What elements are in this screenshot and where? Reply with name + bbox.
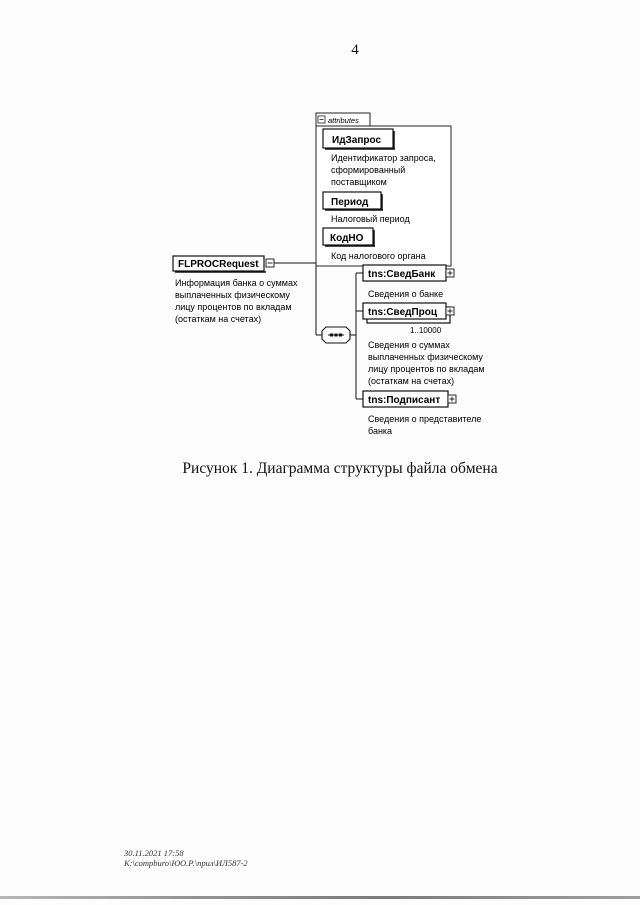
root-desc-3: лицу процентов по вкладам (175, 302, 292, 312)
element-name-svedbank: tns:СведБанк (368, 269, 436, 280)
element-podpisant[interactable] (363, 391, 481, 436)
footer-path: К:\compburo\ЮО.Р.\прил\ИЛ587-2 (124, 858, 248, 868)
element-svedproc[interactable] (363, 303, 485, 386)
attr-name-idzapros: ИдЗапрос (332, 135, 382, 146)
element-name-svedproc: tns:СведПроц (368, 307, 438, 318)
element-desc-svedproc-3: лицу процентов по вкладам (368, 364, 485, 374)
element-desc-svedproc-4: (остаткам на счетах) (368, 376, 455, 386)
root-desc-4: (остаткам на счетах) (175, 314, 262, 324)
attributes-header: attributes (328, 116, 359, 125)
page-number: 4 (351, 42, 359, 58)
attr-desc-period: Налоговый период (331, 214, 410, 224)
root-desc-1: Информация банка о суммах (175, 278, 298, 288)
element-name-podpisant: tns:Подписант (368, 395, 441, 406)
element-desc-podpisant-2: банка (368, 426, 393, 436)
root-name: FLPROCRequest (178, 259, 259, 270)
attr-desc-idzapros-1: Идентификатор запроса, (331, 153, 436, 163)
element-desc-svedproc-1: Сведения о суммах (368, 340, 450, 350)
footer-stamp (124, 848, 248, 868)
root-element[interactable] (173, 256, 298, 324)
figure-caption: Рисунок 1. Диаграмма структуры файла обмена (182, 460, 498, 477)
attributes-panel (316, 113, 451, 266)
element-desc-podpisant-1: Сведения о представителе (368, 414, 482, 424)
footer-timestamp: 30.11.2021 17:58 (124, 848, 184, 858)
attr-desc-idzapros-3: поставщиком (331, 177, 387, 187)
root-desc-2: выплаченных физическому (175, 290, 290, 300)
element-desc-svedbank: Сведения о банке (368, 289, 444, 299)
scan-edge (0, 896, 640, 899)
element-svedbank[interactable] (363, 265, 454, 299)
attr-name-period: Период (331, 197, 369, 208)
attr-name-kodno: КодНО (330, 233, 364, 244)
sequence-compositor-icon[interactable] (322, 327, 350, 343)
element-multiplicity-svedproc: 1..10000 (410, 326, 442, 335)
element-desc-svedproc-2: выплаченных физическому (368, 352, 483, 362)
attr-desc-kodno: Код налогового органа (331, 251, 426, 261)
attr-desc-idzapros-2: сформированный (331, 165, 406, 175)
